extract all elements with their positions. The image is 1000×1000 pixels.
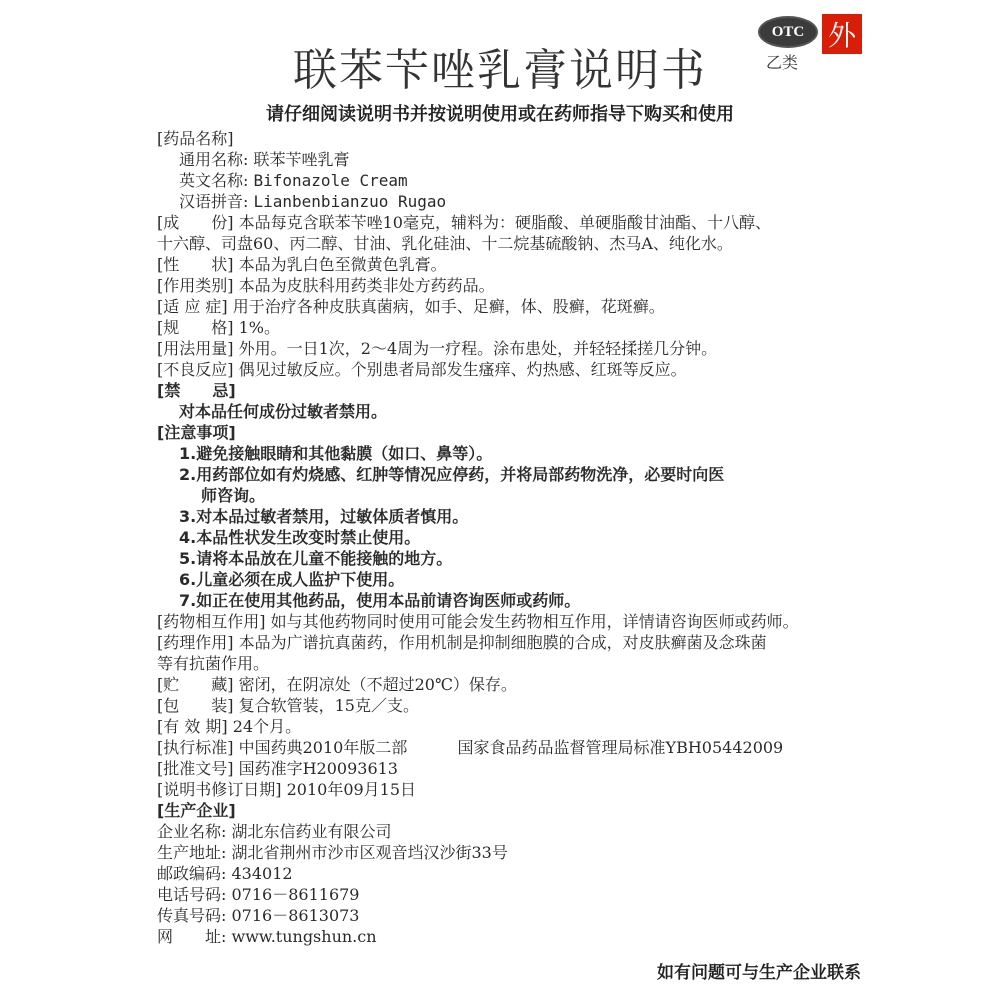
revision-row <box>157 779 877 800</box>
field-value: 湖北东信药业有限公司 <box>231 822 392 841</box>
precaution-item: 3.对本品过敏者禁用，过敏体质者慎用。 <box>179 507 469 526</box>
section-label: [用法用量] <box>157 339 234 358</box>
otc-badge: OTC <box>758 16 818 48</box>
precautions-row <box>157 422 877 443</box>
precaution-item: 2.用药部位如有灼烧感、红肿等情况应停药，并将局部药物洗净，必要时向医 <box>179 465 725 484</box>
field-label: 邮政编码: <box>157 864 227 883</box>
field-label: 企业名称: <box>157 822 227 841</box>
section-label: [说明书修订日期] <box>157 780 282 799</box>
footer-note: 如有问题可与生产企业联系 <box>657 963 861 983</box>
field-value: 本品为皮肤科用药类非处方药药品。 <box>238 276 495 295</box>
field-value: Bifonazole Cream <box>253 171 408 190</box>
field-value: 联苯苄唑乳膏 <box>253 150 350 169</box>
field-value: 国药准字H20093613 <box>238 759 398 778</box>
section-label: [有 效 期] <box>157 717 228 736</box>
field-value: Lianbenbianzuo Rugao <box>253 192 447 211</box>
pharmacology-row-cont <box>157 653 877 674</box>
field-label: 生产地址: <box>157 843 227 862</box>
field-value: 24个月。 <box>232 717 302 736</box>
section-label: [贮 藏] <box>157 675 234 694</box>
page-title: 联苯苄唑乳膏说明书 <box>293 45 707 96</box>
section-label: [包 装] <box>157 696 234 715</box>
field-value: 0716－8613073 <box>231 906 360 925</box>
category-row <box>157 275 877 296</box>
section-label: [药品名称] <box>157 129 234 148</box>
storage-row <box>157 674 877 695</box>
section-label: [药理作用] <box>157 633 234 652</box>
class-b-label: 乙类 <box>766 53 799 72</box>
section-label: [作用类别] <box>157 276 234 295</box>
leaflet-body <box>157 128 877 947</box>
contra-row <box>157 380 877 401</box>
section-drug-name <box>157 128 877 149</box>
field-value: 密闭，在阴凉处（不超过20℃）保存。 <box>238 675 517 694</box>
precaution-item: 7.如正在使用其他药品，使用本品前请咨询医师或药师。 <box>179 591 581 610</box>
standard-row <box>157 737 877 758</box>
common-name-row <box>157 149 877 170</box>
ingredients-row-cont <box>157 233 877 254</box>
precaution-item: 5.请将本品放在儿童不能接触的地方。 <box>179 549 453 568</box>
page-subtitle: 请仔细阅读说明书并按说明使用或在药师指导下购买和使用 <box>266 104 734 125</box>
field-value: 0716－8611679 <box>231 885 360 904</box>
fax-row <box>157 905 877 926</box>
section-label: [适 应 症] <box>157 297 228 316</box>
section-label: [注意事项] <box>157 423 236 442</box>
section-label: [不良反应] <box>157 360 234 379</box>
appearance-row <box>157 254 877 275</box>
address-row <box>157 842 877 863</box>
postcode-row <box>157 863 877 884</box>
adverse-row <box>157 359 877 380</box>
field-value: 湖北省荆州市沙市区观音垱汉沙街33号 <box>231 843 508 862</box>
field-value: 本品为乳白色至微黄色乳膏。 <box>238 255 447 274</box>
field-label: 通用名称: <box>179 150 249 169</box>
field-value: 中国药典2010年版二部 <box>238 738 408 757</box>
field-label: 传真号码: <box>157 906 227 925</box>
approval-row <box>157 758 877 779</box>
field-value: 本品为广谱抗真菌药，作用机制是抑制细胞膜的合成，对皮肤癣菌及念珠菌 <box>238 633 767 652</box>
precaution-item: 6.儿童必须在成人监护下使用。 <box>179 570 405 589</box>
field-value: 用于治疗各种皮肤真菌病，如手、足癣，体、股癣，花斑癣。 <box>232 297 665 316</box>
field-value: www.tungshun.cn <box>231 927 377 946</box>
precaution-item: 1.避免接触眼睛和其他黏膜（如口、鼻等）。 <box>179 444 493 463</box>
pharmacology-row <box>157 632 877 653</box>
website-row <box>157 926 877 947</box>
manufacturer-row <box>157 800 877 821</box>
indications-row <box>157 296 877 317</box>
usage-row <box>157 338 877 359</box>
ingredients-row <box>157 212 877 233</box>
company-row <box>157 821 877 842</box>
english-name-row <box>157 170 877 191</box>
field-value: 复合软管装，15克／支。 <box>238 696 419 715</box>
field-value: 外用。一日1次，2～4周为一疗程。涂布患处，并轻轻揉搓几分钟。 <box>238 339 718 358</box>
precaution-item: 师咨询。 <box>201 486 266 505</box>
contra-text: 对本品任何成份过敏者禁用。 <box>179 402 388 421</box>
precaution-item: 4.本品性状发生改变时禁止使用。 <box>179 528 421 547</box>
specification-row <box>157 317 877 338</box>
field-value: 偶见过敏反应。个别患者局部发生瘙痒、灼热感、红斑等反应。 <box>238 360 687 379</box>
validity-row <box>157 716 877 737</box>
field-label: 电话号码: <box>157 885 227 904</box>
section-label: [性 状] <box>157 255 234 274</box>
field-value: 国家食品药品监督管理局标准YBH05442009 <box>457 738 784 757</box>
section-label: [规 格] <box>157 318 234 337</box>
section-label: [执行标准] <box>157 738 234 757</box>
packaging-row <box>157 695 877 716</box>
section-label: [禁 忌] <box>157 381 236 400</box>
pinyin-name-row <box>157 191 877 212</box>
field-value: 1%。 <box>238 318 280 337</box>
field-label: 英文名称: <box>179 171 249 190</box>
interactions-row <box>157 611 877 632</box>
field-value: 2010年09月15日 <box>286 780 417 799</box>
field-value: 十六醇、司盘60、丙二醇、甘油、乳化硅油、十二烷基硫酸钠、杰马A、纯化水。 <box>157 234 733 253</box>
field-value: 434012 <box>231 864 293 883</box>
section-label: [批准文号] <box>157 759 234 778</box>
field-label: 网 址: <box>157 927 227 946</box>
field-label: 汉语拼音: <box>179 192 249 211</box>
field-value: 等有抗菌作用。 <box>157 654 270 673</box>
section-label: [成 份] <box>157 213 234 232</box>
phone-row <box>157 884 877 905</box>
field-value: 如与其他药物同时使用可能会发生药物相互作用，详情请咨询医师或药师。 <box>270 612 799 631</box>
field-value: 本品每克含联苯苄唑10毫克，辅料为：硬脂酸、单硬脂酸甘油酯、十八醇、 <box>238 213 771 232</box>
section-label: [药物相互作用] <box>157 612 266 631</box>
external-use-badge: 外 <box>822 14 862 54</box>
section-label: [生产企业] <box>157 801 236 820</box>
